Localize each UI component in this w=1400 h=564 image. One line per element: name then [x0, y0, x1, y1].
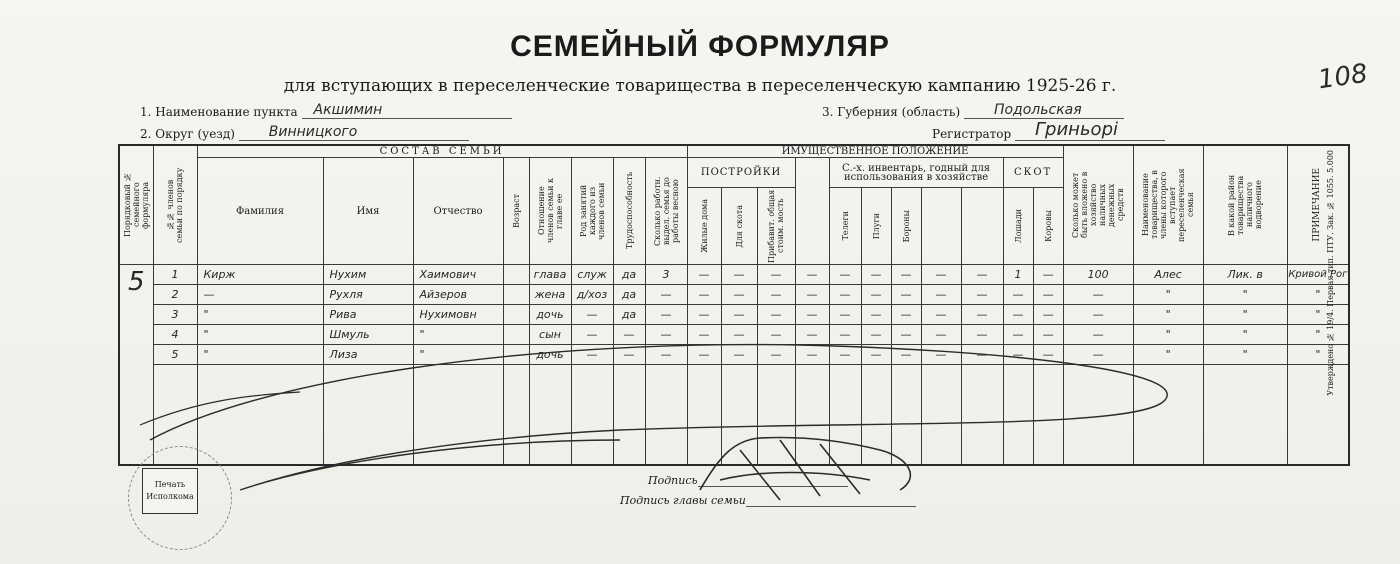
table-cell: 3: [153, 305, 197, 325]
table-cell: —: [687, 305, 721, 325]
table-cell: 1: [153, 265, 197, 285]
table-cell: —: [961, 265, 1003, 285]
signature-field: [648, 474, 848, 487]
table-cell: —: [1063, 285, 1133, 305]
table-cell: —: [1063, 305, 1133, 325]
table-cell: ": [1133, 325, 1203, 345]
th-blank-3: [961, 188, 1003, 265]
table-cell: —: [721, 325, 757, 345]
th-harrows: Бороны: [891, 188, 921, 265]
stamp-label-2: Исполкома: [146, 492, 194, 501]
field-province-label: 3. Губерния (область): [822, 105, 961, 119]
table-cell: —: [757, 305, 795, 325]
th-partnership: Наименование товарищества, в члены которого вступает переселенческая семья: [1133, 145, 1203, 265]
table-cell: 1: [1003, 265, 1033, 285]
th-occupation: Род занятий каждого из членов семьи: [571, 158, 613, 265]
table-row: [119, 305, 1349, 325]
table-cell: Рива: [323, 305, 413, 325]
table-cell: —: [861, 285, 891, 305]
table-cell: 3: [645, 265, 687, 285]
table-cell: Айзеров: [413, 285, 503, 305]
table-cell: ": [1203, 325, 1287, 345]
th-family-group: СОСТАВ СЕМЬИ: [197, 145, 687, 158]
field-district-value: Винницкого: [268, 124, 358, 140]
table-cell: —: [891, 345, 921, 365]
th-cows: Коровы: [1033, 188, 1063, 265]
th-cash: Сколько может быть вложено в хозяйство наличных денежных средств: [1063, 145, 1133, 265]
table-cell: ": [197, 325, 323, 345]
table-cell: служ: [571, 265, 613, 285]
stamp-label-1: Печать: [154, 480, 186, 489]
family-table: [118, 144, 1350, 466]
table-cell: д/хоз: [571, 285, 613, 305]
table-cell: —: [1033, 285, 1063, 305]
table-cell: ": [1133, 285, 1203, 305]
th-relation: Отношение членов семьи к главе ее: [529, 158, 571, 265]
table-cell: ": [1287, 325, 1349, 345]
table-cell: —: [1003, 345, 1033, 365]
th-age: Возраст: [503, 158, 529, 265]
th-notes: ПРИМЕЧАНИЕ: [1287, 145, 1349, 265]
table-cell: —: [757, 345, 795, 365]
table-cell: ": [197, 305, 323, 325]
field-registrar-label: Регистратор: [932, 127, 1012, 141]
table-cell: Рухля: [323, 285, 413, 305]
table-cell: [503, 285, 529, 305]
table-cell: ": [1133, 305, 1203, 325]
th-property-group: ИМУЩЕСТВЕННОЕ ПОЛОЖЕНИЕ: [687, 145, 1063, 158]
table-cell: Нухимовн: [413, 305, 503, 325]
table-cell: —: [1063, 325, 1133, 345]
table-cell: —: [1063, 345, 1133, 365]
table-cell: ": [1203, 305, 1287, 325]
table-cell: 4: [153, 325, 197, 345]
table-cell: 5: [153, 345, 197, 365]
field-point-label: 1. Наименование пункта: [140, 105, 298, 119]
corner-number: 108: [1316, 58, 1370, 96]
table-cell: —: [645, 285, 687, 305]
stamp-box: [142, 468, 198, 514]
table-cell: —: [829, 325, 861, 345]
field-district-label: 2. Округ (уезд): [140, 127, 235, 141]
table-cell: —: [571, 305, 613, 325]
table-cell: —: [921, 345, 961, 365]
table-cell: —: [795, 265, 829, 285]
table-cell: —: [861, 305, 891, 325]
table-cell: —: [921, 325, 961, 345]
table-cell: Лик. в: [1203, 265, 1287, 285]
table-cell: —: [961, 305, 1003, 325]
table-cell: —: [687, 345, 721, 365]
table-cell: —: [921, 285, 961, 305]
table-cell: —: [721, 285, 757, 305]
table-cell: —: [795, 285, 829, 305]
table-cell: ": [1287, 345, 1349, 365]
table-cell: —: [891, 325, 921, 345]
table-cell: —: [721, 305, 757, 325]
th-form-number: Порядковый № семейного формуляра: [119, 145, 153, 265]
table-cell: ": [413, 345, 503, 365]
table-cell: Кривой Рог: [1287, 265, 1349, 285]
table-cell: —: [1033, 345, 1063, 365]
th-capacity: Трудоспособность: [613, 158, 645, 265]
table-cell: Шмуль: [323, 325, 413, 345]
field-registrar-value: Гриньорі: [1035, 119, 1118, 140]
field-district: [140, 124, 469, 141]
th-member-number: №№ членов семьи по порядку: [153, 145, 197, 265]
table-cell: —: [829, 265, 861, 285]
table-cell: —: [645, 345, 687, 365]
table-cell: —: [645, 325, 687, 345]
table-cell: —: [571, 345, 613, 365]
table-cell: ": [197, 345, 323, 365]
table-cell: Хаимович: [413, 265, 503, 285]
table-cell: ": [1287, 285, 1349, 305]
table-cell: —: [687, 285, 721, 305]
table-cell: [503, 345, 529, 365]
table-cell: сын: [529, 325, 571, 345]
th-name: Имя: [323, 158, 413, 265]
table-cell: —: [921, 265, 961, 285]
th-carts: Телеги: [829, 188, 861, 265]
table-cell: —: [829, 345, 861, 365]
table-cell: ": [1203, 345, 1287, 365]
th-buildings-group: ПОСТРОЙКИ: [687, 158, 795, 188]
table-cell: —: [687, 265, 721, 285]
table-cell: да: [613, 265, 645, 285]
table-cell: —: [687, 325, 721, 345]
table-cell: —: [829, 305, 861, 325]
table-cell: [503, 305, 529, 325]
table-cell: —: [961, 325, 1003, 345]
table-cell: дочь: [529, 345, 571, 365]
table-cell: —: [795, 325, 829, 345]
table-cell: —: [891, 285, 921, 305]
table-cell: —: [1003, 325, 1033, 345]
table-row: [119, 285, 1349, 305]
th-surname: Фамилия: [197, 158, 323, 265]
th-blank-2: [921, 188, 961, 265]
table-cell: —: [891, 305, 921, 325]
table-cell: —: [921, 305, 961, 325]
field-province: [822, 102, 1124, 119]
table-cell: —: [757, 265, 795, 285]
table-cell: ": [413, 325, 503, 345]
table-row: [119, 265, 1349, 285]
th-blank-1: [795, 158, 829, 265]
head-signature-label: Подпись главы семьи: [620, 494, 746, 507]
table-cell: да: [613, 305, 645, 325]
print-note: Утверждено № 19/4. Первая тип. ПТУ. Зак. № 1055. 5.000: [1326, 150, 1335, 396]
table-cell: —: [721, 265, 757, 285]
table-cell: Алес: [1133, 265, 1203, 285]
field-province-value: Подольская: [993, 102, 1082, 118]
table-cell: —: [961, 345, 1003, 365]
table-cell: глава: [529, 265, 571, 285]
th-livestock-group: СКОТ: [1003, 158, 1063, 188]
table-cell: —: [1033, 265, 1063, 285]
head-signature-field: [620, 494, 916, 507]
table-cell: —: [861, 345, 891, 365]
field-point-value: Акшимин: [313, 102, 383, 118]
th-cattle-sheds: Для скота: [721, 188, 757, 265]
table-cell: —: [891, 265, 921, 285]
table-cell: ": [1203, 285, 1287, 305]
field-point: [140, 102, 512, 119]
th-inventory-group: С.-х. инвентарь, годный для использования в хозяйстве: [829, 158, 1003, 188]
table-cell: —: [795, 305, 829, 325]
table-cell: —: [721, 345, 757, 365]
table-cell: дочь: [529, 305, 571, 325]
table-cell: Лиза: [323, 345, 413, 365]
th-patronymic: Отчество: [413, 158, 503, 265]
table-row: [119, 345, 1349, 365]
form-number-value: 5: [119, 265, 153, 466]
th-workers: Сколько работн. выдел. семья до работы весною: [645, 158, 687, 265]
table-cell: —: [197, 285, 323, 305]
table-cell: —: [757, 325, 795, 345]
table-cell: Кирж: [197, 265, 323, 285]
th-horses: Лошади: [1003, 188, 1033, 265]
table-cell: —: [795, 345, 829, 365]
table-cell: жена: [529, 285, 571, 305]
table-row: [119, 325, 1349, 345]
table-cell: —: [861, 265, 891, 285]
table-cell: —: [1003, 285, 1033, 305]
table-cell: ": [1287, 305, 1349, 325]
th-region: В какой район товарищества наличного водворение: [1203, 145, 1287, 265]
table-cell: ": [1133, 345, 1203, 365]
table-cell: —: [645, 305, 687, 325]
table-cell: да: [613, 285, 645, 305]
table-empty-area: [119, 365, 1349, 466]
th-dwelling: Жилые дома: [687, 188, 721, 265]
table-cell: —: [1033, 325, 1063, 345]
table-cell: —: [1033, 305, 1063, 325]
table-cell: —: [961, 285, 1003, 305]
signature-label: Подпись: [648, 474, 698, 487]
table-cell: [503, 325, 529, 345]
table-cell: —: [829, 285, 861, 305]
table-cell: 100: [1063, 265, 1133, 285]
table-cell: —: [571, 325, 613, 345]
table-cell: —: [1003, 305, 1033, 325]
table-cell: —: [613, 325, 645, 345]
table-cell: Нухим: [323, 265, 413, 285]
th-ploughs: Плуги: [861, 188, 891, 265]
table-cell: —: [757, 285, 795, 305]
table-cell: [503, 265, 529, 285]
page-title: СЕМЕЙНЫЙ ФОРМУЛЯР: [510, 30, 890, 63]
field-registrar: [932, 119, 1165, 141]
table-cell: 2: [153, 285, 197, 305]
page-subtitle: для вступающих в переселенческие товарищества в переселенческую кампанию 1925-26 г.: [283, 76, 1117, 96]
table-cell: —: [861, 325, 891, 345]
table-cell: —: [613, 345, 645, 365]
th-other-buildings: Прибавит. общая стоим. мость: [757, 188, 795, 265]
